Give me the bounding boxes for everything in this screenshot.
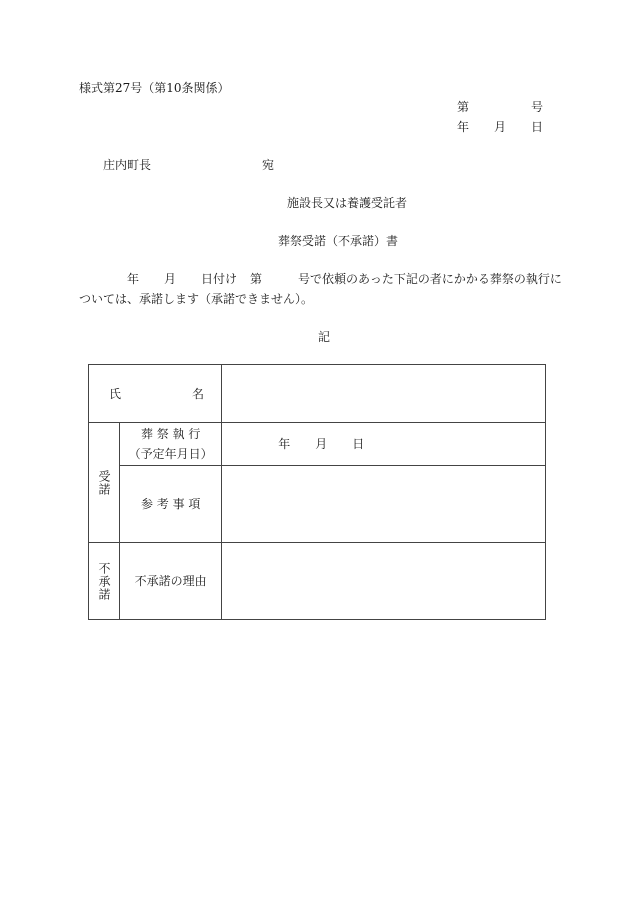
accept-label-cell [89,423,120,543]
notes-label-cell [120,466,222,543]
reason-value-cell[interactable] [222,543,546,620]
document-number-suffix: 号 [531,100,544,114]
name-value-cell[interactable] [222,365,546,423]
reason-label-cell [120,543,222,620]
funeral-label-1: 葬 祭 執 行 [140,427,201,441]
date-day: 日 [531,120,544,134]
funeral-year: 年 [278,437,291,451]
funeral-label-2: （予定年月日） [128,447,213,461]
notes-value-cell[interactable] [222,466,546,543]
funeral-month: 月 [315,437,328,451]
reject-label-cell [89,543,120,620]
table-row-reject [89,543,546,620]
sender-title: 施設長又は養護受託者 [287,196,408,210]
form-number: 様式第27号（第10条関係） [79,81,230,95]
body-number-prefix: 第 [250,272,263,286]
ki-heading: 記 [318,330,331,344]
date-month: 月 [494,120,507,134]
document-title: 葬祭受諾（不承諾）書 [278,234,399,248]
addressee-honorific: 宛 [262,158,275,172]
record-table [88,364,546,620]
body-date-suffix: 日付け [201,272,238,286]
accept-label: 受諾 [97,469,112,496]
funeral-date-cell[interactable] [222,423,546,466]
document-number-prefix: 第 [457,100,470,114]
body-month: 月 [164,272,177,286]
body-line1-rest: 号で依頼のあった下記の者にかかる葬祭の執行に [298,272,562,286]
name-label-cell [89,365,222,423]
body-text-line-2: ついては、承諾します（承諾できません）。 [79,292,314,306]
reject-label: 不承諾 [97,561,112,601]
notes-label: 参 考 事 項 [140,497,201,511]
name-label-2: 名 [192,387,205,401]
date-year: 年 [457,120,470,134]
addressee-name: 庄内町長 [103,158,152,172]
table-row-name [89,365,546,423]
body-year: 年 [127,272,140,286]
table-row-funeral-date [89,423,546,466]
name-label-1: 氏 [109,387,122,401]
funeral-label-cell [120,423,222,466]
reason-label: 不承諾の理由 [134,574,207,588]
table-row-notes [89,466,546,543]
funeral-day: 日 [352,437,365,451]
